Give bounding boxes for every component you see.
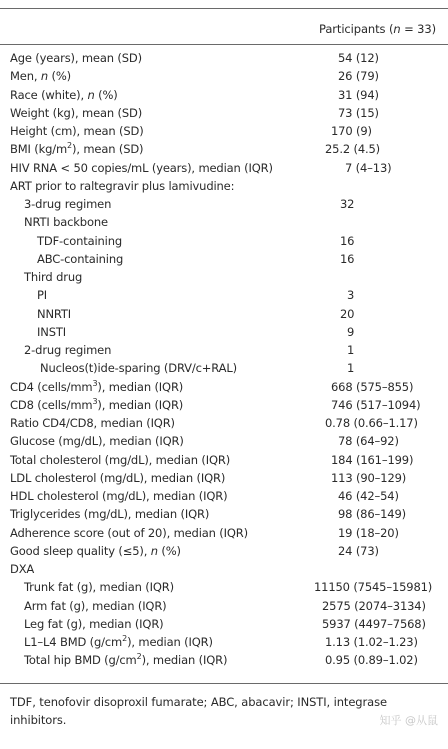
row-label: BMI $(kg/m^2)$, mean (SD)	[10, 141, 144, 157]
row-value: 46 (42–54)	[338, 489, 399, 503]
row-label: Triglycerides (mg/dL), median (IQR)	[10, 507, 210, 522]
row-label: NNRTI	[37, 306, 72, 321]
table-row	[0, 416, 448, 434]
table-row	[0, 453, 448, 471]
row-label: L1–L4 BMD $(g/cm^2)$, median (IQR)	[24, 634, 213, 649]
row-value: 11150 (7545–15981)	[314, 580, 433, 595]
table-row	[0, 307, 448, 325]
row-label: LDL cholesterol (mg/dL), median (IQR)	[10, 470, 226, 485]
row-label: Height (cm), mean (SD)	[10, 124, 144, 138]
row-value: 170 (9)	[331, 124, 372, 138]
table-row	[0, 88, 448, 106]
table-row	[0, 580, 448, 598]
table-row	[0, 179, 448, 197]
row-value: 668 (575–855)	[331, 379, 414, 394]
row-label: Men, n (%)	[10, 69, 71, 84]
row-value: 16	[340, 233, 355, 248]
row-value: 73 (15)	[338, 105, 379, 120]
table-row	[0, 69, 448, 87]
table-row	[0, 489, 448, 507]
row-value: 26 (79)	[338, 69, 379, 84]
row-label: ABC-containing	[37, 251, 124, 266]
row-label: Trunk fat (g), median (IQR)	[24, 580, 174, 595]
row-label: HDL cholesterol (mg/dL), median (IQR)	[10, 489, 228, 503]
row-value: 25.2 (4.5)	[325, 142, 381, 157]
row-value: 19 (18–20)	[338, 525, 399, 540]
table-row	[0, 599, 448, 617]
row-label: CD4 $(cells/mm^3)$, median (IQR)	[10, 378, 184, 394]
table-row	[0, 142, 448, 160]
table-row	[0, 106, 448, 124]
row-label: ART prior to raltegravir plus lamivudine:	[10, 178, 235, 193]
row-label: Total cholesterol (mg/dL), median (IQR)	[10, 452, 231, 467]
table-row	[0, 161, 448, 179]
table-row	[0, 434, 448, 452]
table-row	[0, 252, 448, 270]
row-value: 9	[347, 324, 355, 339]
table-row	[0, 653, 448, 671]
table-row	[0, 635, 448, 653]
table-row	[0, 124, 448, 142]
row-label: INSTI	[37, 324, 66, 339]
table-row	[0, 270, 448, 288]
row-label: Glucose (mg/dL), median (IQR)	[10, 434, 184, 449]
table-body	[0, 51, 448, 672]
table-row	[0, 507, 448, 525]
row-value: 2575 (2074–3134)	[322, 598, 426, 613]
row-label: Age (years), mean (SD)	[10, 51, 142, 65]
table-row	[0, 288, 448, 306]
row-value: 5937 (4497–7568)	[322, 616, 426, 631]
table-row	[0, 544, 448, 562]
table-row	[0, 215, 448, 233]
row-value: 113 (90–129)	[331, 470, 407, 485]
row-label: NRTI backbone	[24, 215, 108, 230]
row-value: 24 (73)	[338, 543, 379, 558]
row-value: 98 (86–149)	[338, 507, 406, 522]
row-label: Nucleos(t)ide-sparing (DRV/c+RAL)	[40, 361, 237, 376]
table-row	[0, 197, 448, 215]
row-value: 54 (12)	[338, 51, 379, 65]
table-row	[0, 325, 448, 343]
row-label: Ratio CD4/CD8, median (IQR)	[10, 416, 175, 430]
row-value: 78 (64–92)	[338, 434, 399, 449]
table-footnote: TDF, tenofovir disoproxil fumarate; ABC, abacavir; INSTI, integrase inhibitors.	[10, 695, 387, 727]
watermark: 知乎 @从鼠	[379, 714, 438, 727]
table-row	[0, 562, 448, 580]
row-value: 31 (94)	[338, 87, 379, 102]
row-label: Adherence score (out of 20), median (IQR)	[10, 525, 248, 540]
row-label: Third drug	[24, 270, 83, 284]
table-row	[0, 398, 448, 416]
row-value: 0.95 (0.89–1.02)	[325, 653, 418, 668]
column-header-participants: Participants (n = 33)	[319, 22, 436, 36]
row-label: 2-drug regimen	[24, 343, 112, 357]
table-row	[0, 361, 448, 379]
row-value: 1	[347, 361, 355, 376]
row-value: 1	[347, 343, 355, 357]
table-row	[0, 51, 448, 69]
row-label: Good sleep quality (≤5), n (%)	[10, 543, 181, 558]
bottom-rule	[0, 683, 448, 684]
row-value: 16	[340, 251, 355, 266]
row-value: 184 (161–199)	[331, 452, 414, 467]
row-value: 746 (517–1094)	[331, 397, 421, 412]
row-label: Leg fat (g), median (IQR)	[24, 616, 164, 631]
header-rule	[0, 44, 448, 45]
top-rule	[0, 8, 448, 9]
row-label: Race (white), n (%)	[10, 87, 118, 102]
table-row	[0, 617, 448, 635]
table-row	[0, 471, 448, 489]
row-label: CD8 $(cells/mm^3)$, median (IQR)	[10, 396, 184, 412]
table-row	[0, 526, 448, 544]
row-label: Arm fat (g), median (IQR)	[24, 598, 167, 613]
row-label: 3-drug regimen	[24, 197, 112, 211]
row-label: HIV RNA < 50 copies/mL (years), median (IQR)	[10, 160, 273, 175]
row-label: DXA	[10, 562, 35, 576]
table-row	[0, 343, 448, 361]
row-value: 0.78 (0.66–1.17)	[325, 416, 418, 430]
row-label: Total hip BMD $(g/cm^2)$, median (IQR)	[24, 652, 228, 668]
row-value: 20	[340, 306, 355, 321]
table-row	[0, 234, 448, 252]
row-label: Weight (kg), mean (SD)	[10, 105, 143, 120]
row-label: TDF-containing	[37, 233, 123, 248]
table-row	[0, 380, 448, 398]
row-value: 32	[340, 197, 355, 211]
row-value: 1.13 (1.02–1.23)	[325, 635, 418, 649]
row-label: PI	[37, 288, 48, 303]
row-value: 3	[347, 288, 355, 303]
row-value: 7 (4–13)	[345, 160, 392, 175]
